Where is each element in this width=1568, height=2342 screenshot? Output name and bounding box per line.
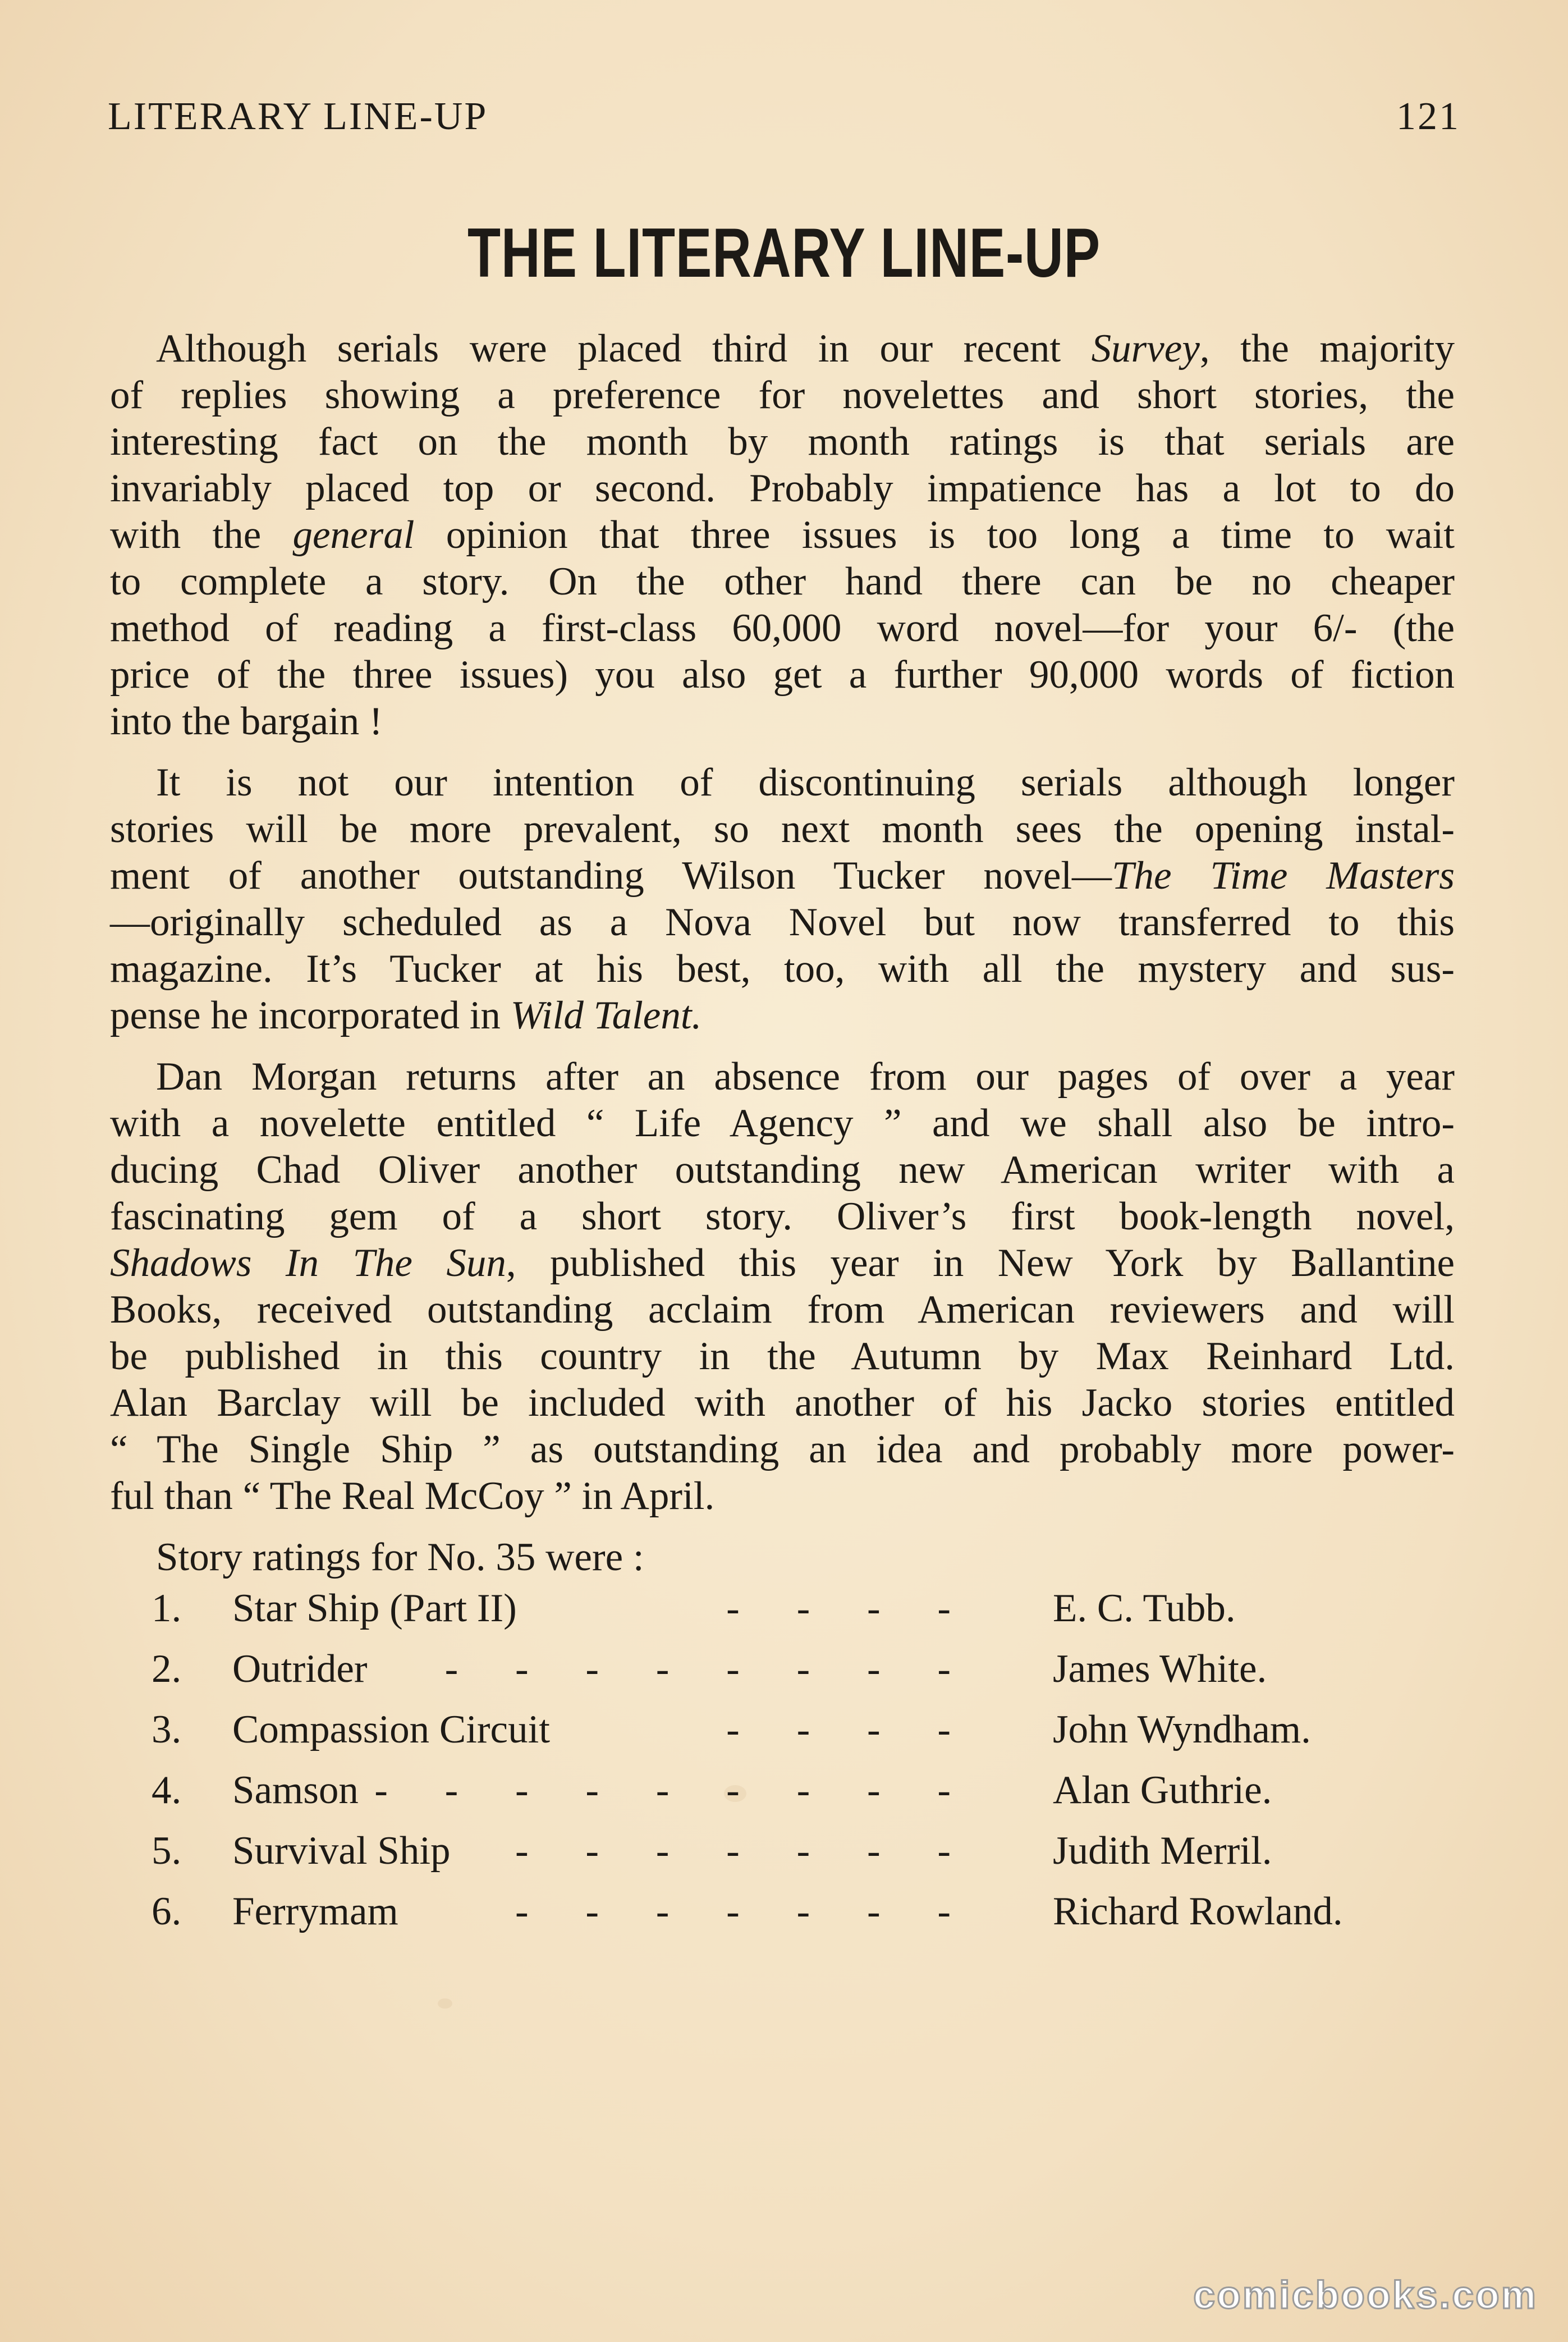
leader-dashes: - - - - - - -: [515, 1890, 974, 1933]
story-title: Star Ship (Part II): [232, 1586, 517, 1630]
rating-number: 5.: [152, 1829, 182, 1873]
text-line: [110, 899, 1455, 946]
story-title: Compassion Circuit: [232, 1708, 551, 1751]
rating-row: [110, 1707, 1455, 1767]
story-author: Richard Rowland.: [1053, 1890, 1343, 1933]
text-segment: with the: [110, 513, 293, 557]
text-line: [110, 465, 1455, 512]
story-title: Ferrymam: [232, 1890, 398, 1933]
text-segment: ment of another outstanding Wilson Tucker novel—: [110, 854, 1112, 898]
text-line: [110, 1473, 1455, 1520]
ratings-intro: Story ratings for No. 35 were :: [156, 1535, 644, 1579]
story-title: Samson: [232, 1768, 359, 1812]
text-segment: Survey: [1091, 327, 1200, 370]
leader-dashes: - - - - - - -: [515, 1829, 974, 1873]
rating-number: 3.: [152, 1708, 182, 1751]
running-head-title: LITERARY LINE-UP: [108, 95, 488, 138]
leader-dashes: - - - - - - - -: [444, 1647, 974, 1691]
text-segment: opinion that three issues is too long a time to wait: [414, 513, 1455, 557]
text-line: [110, 559, 1455, 605]
text-segment: The Time Masters: [1112, 854, 1455, 898]
text-segment: Wild Talent.: [510, 994, 702, 1037]
text-line: [110, 1287, 1455, 1333]
text-segment: invariably placed top or second. Probably impatience has a lot to do: [110, 466, 1455, 510]
text-line: [110, 1426, 1455, 1473]
text-segment: price of the three issues) you also get a further 90,000 words of fiction: [110, 653, 1455, 697]
rating-row: [110, 1888, 1455, 1949]
text-segment: general: [292, 513, 415, 557]
text-segment: fascinating gem of a short story. Oliver’s first book-length novel,: [110, 1195, 1455, 1238]
text-segment: “ The Single Ship ” as outstanding an idea and probably more power-: [110, 1428, 1455, 1471]
rating-number: 1.: [152, 1586, 182, 1630]
paragraph: [110, 326, 1455, 745]
text-segment: Although serials were placed third in our recent: [156, 327, 1092, 370]
text-segment: ful than “ The Real McCoy ” in April.: [110, 1474, 715, 1518]
rating-number: 2.: [152, 1647, 182, 1691]
story-author: James White.: [1053, 1647, 1267, 1691]
text-line: [110, 1054, 1455, 1100]
story-title: Survival Ship: [232, 1829, 451, 1873]
rating-row: [110, 1646, 1455, 1707]
leader-dashes: - - - -: [726, 1586, 974, 1630]
text-line: [110, 1193, 1455, 1240]
text-segment: pense he incorporated in: [110, 994, 511, 1037]
leader-dashes: - - - - - - - - -: [374, 1768, 974, 1812]
paper-speck: [438, 1998, 452, 2009]
running-head: [108, 94, 1460, 139]
paragraphs: [110, 326, 1455, 1520]
paragraph: [110, 1054, 1455, 1520]
text-line: [110, 853, 1455, 899]
text-segment: —originally scheduled as a Nova Novel but now transferred to this: [110, 900, 1455, 944]
text-line: [110, 1380, 1455, 1426]
rating-number: 4.: [152, 1768, 182, 1812]
watermark-logo: comicbooks.com: [1193, 2273, 1538, 2317]
story-author: John Wyndham.: [1053, 1708, 1311, 1751]
text-line: [110, 1100, 1455, 1147]
story-author: Judith Merril.: [1053, 1829, 1272, 1873]
rating-row: [110, 1585, 1455, 1646]
text-segment: , published this year in New York by Ballantine: [506, 1241, 1455, 1285]
rating-row: [110, 1767, 1455, 1828]
page-number: 121: [1396, 95, 1460, 138]
story-author: Alan Guthrie.: [1053, 1768, 1272, 1812]
story-author: E. C. Tubb.: [1053, 1586, 1236, 1630]
text-line: [110, 946, 1455, 992]
text-line: [110, 605, 1455, 652]
text-line: [110, 806, 1455, 853]
text-line: [110, 1147, 1455, 1193]
text-segment: interesting fact on the month by month ratings is that serials are: [110, 420, 1455, 464]
text-segment: It is not our intention of discontinuing serials although longer: [156, 761, 1455, 804]
text-segment: method of reading a first-class 60,000 word novel—for your 6/- (the: [110, 606, 1455, 650]
text-segment: Books, received outstanding acclaim from American reviewers and will: [110, 1288, 1455, 1332]
text-line: [110, 652, 1455, 698]
text-segment: Dan Morgan returns after an absence from our pages of over a year: [156, 1055, 1455, 1099]
text-line: [110, 512, 1455, 559]
text-segment: of replies showing a preference for novelettes and short stories, the: [110, 373, 1455, 417]
paragraph: [110, 760, 1455, 1039]
text-line: [110, 326, 1455, 372]
leader-dashes: - - - -: [726, 1708, 974, 1751]
rating-row: [110, 1828, 1455, 1888]
text-line: [110, 372, 1455, 419]
article-body: [110, 326, 1455, 1949]
text-segment: magazine. It’s Tucker at his best, too, with all the mystery and sus-: [110, 947, 1455, 991]
text-segment: Alan Barclay will be included with another of his Jacko stories entitled: [110, 1381, 1455, 1425]
article-title: THE LITERARY LINE-UP: [467, 214, 1101, 292]
text-segment: Shadows In The Sun: [110, 1241, 506, 1285]
text-segment: , the majority: [1199, 327, 1455, 370]
text-segment: into the bargain !: [110, 699, 383, 743]
text-line: [110, 992, 1455, 1039]
text-line: [110, 698, 1455, 745]
ratings-list: [110, 1585, 1455, 1949]
text-segment: to complete a story. On the other hand there can be no cheaper: [110, 560, 1455, 603]
text-line: [110, 1333, 1455, 1380]
text-segment: be published in this country in the Autumn by Max Reinhard Ltd.: [110, 1334, 1455, 1378]
story-title: Outrider: [232, 1647, 368, 1691]
rating-number: 6.: [152, 1890, 182, 1933]
text-segment: with a novelette entitled “ Life Agency ” and we shall also be intro-: [110, 1101, 1455, 1145]
text-line: [110, 1240, 1455, 1287]
text-segment: stories will be more prevalent, so next month sees the opening instal-: [110, 807, 1455, 851]
text-line: [110, 760, 1455, 806]
text-segment: ducing Chad Oliver another outstanding new American writer with a: [110, 1148, 1455, 1192]
text-line: [110, 419, 1455, 465]
